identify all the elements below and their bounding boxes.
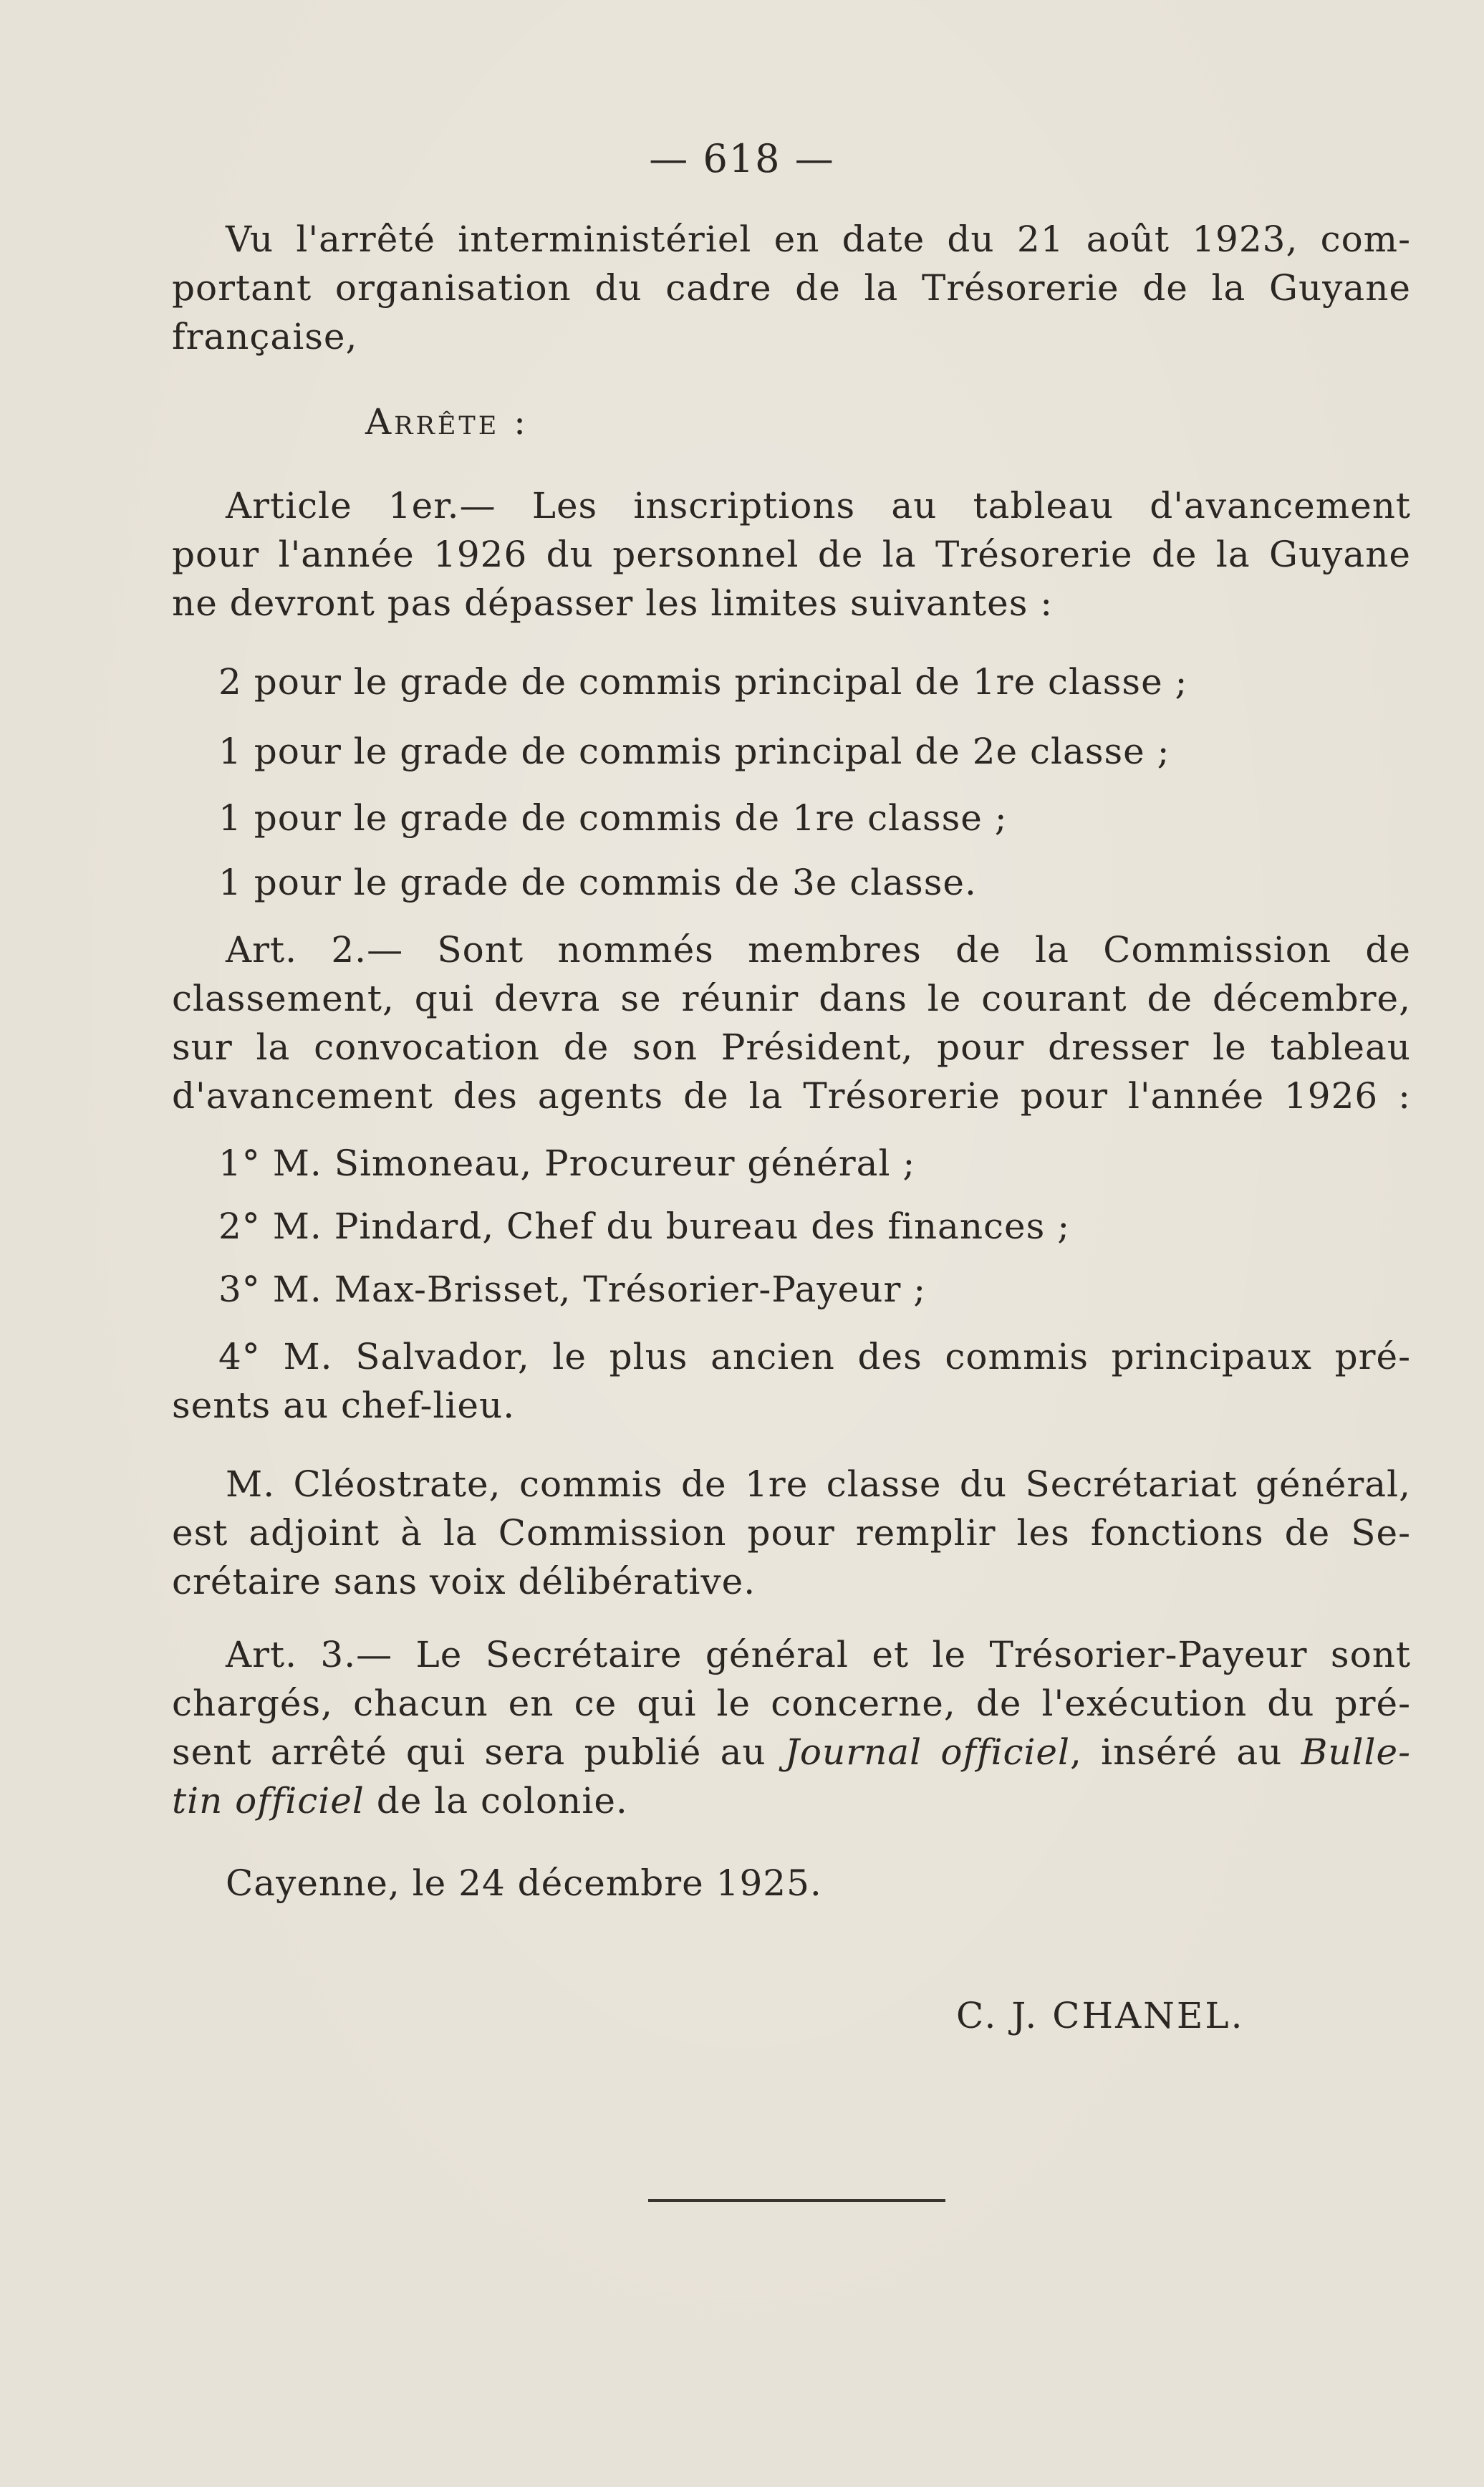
article-3-line-1: Art. 3.— Le Secrétaire général et le Trésorier-Payeur sont: [226, 1634, 1411, 1675]
journal-officiel-title: Journal officiel: [784, 1731, 1071, 1773]
article-3-line-2: chargés, chacun en ce qui le concerne, de l'exécution du pré-: [172, 1683, 1411, 1724]
commission-member: 1° M. Simoneau, Procureur général ;: [218, 1143, 916, 1184]
article-3-text: de la colonie.: [364, 1780, 628, 1822]
intro-line-2: portant organisation du cadre de la Trésorerie de la Guyane: [172, 267, 1411, 309]
dateline: Cayenne, le 24 décembre 1925.: [226, 1862, 822, 1904]
signature: C. J. CHANEL.: [956, 1995, 1245, 2036]
article-1-line-2: pour l'année 1926 du personnel de la Trésorerie de la Guyane: [172, 534, 1411, 575]
cleostrate-line-3: crétaire sans voix délibérative.: [172, 1561, 756, 1602]
intro-line-1: Vu l'arrêté interministériel en date du 21 août 1923, com-: [226, 218, 1411, 260]
article-3-line-4: [172, 1776, 1411, 1825]
intro-line-3: française,: [172, 316, 358, 357]
article-1-item: 2 pour le grade de commis principal de 1re classe ;: [218, 661, 1188, 703]
cleostrate-line-2: est adjoint à la Commission pour remplir les fonctions de Se-: [172, 1512, 1411, 1554]
article-1-item: 1 pour le grade de commis principal de 2e classe ;: [218, 731, 1170, 772]
article-2-line-2: classement, qui devra se réunir dans le courant de décembre,: [172, 978, 1411, 1019]
article-3-line-3: [172, 1728, 1411, 1776]
article-3-text: , inséré au: [1070, 1731, 1301, 1773]
article-1-item: 1 pour le grade de commis de 3e classe.: [218, 862, 977, 903]
article-1-item: 1 pour le grade de commis de 1re classe ;: [218, 797, 1008, 839]
commission-member: 3° M. Max-Brisset, Trésorier-Payeur ;: [218, 1269, 927, 1310]
commission-member-continuation: sents au chef-lieu.: [172, 1385, 516, 1426]
arrete-heading: Arrête :: [365, 401, 529, 443]
end-rule: [648, 2199, 945, 2202]
article-2-line-3: sur la convocation de son Président, pour dresser le tableau: [172, 1026, 1411, 1068]
bulletin-officiel-title-cont: tin officiel: [172, 1780, 365, 1822]
cleostrate-line-1: M. Cléostrate, commis de 1re classe du Secrétariat général,: [226, 1463, 1411, 1505]
article-3-text: sent arrêté qui sera publié au: [172, 1731, 785, 1773]
article-1-line-1: Article 1er.— Les inscriptions au tableau d'avancement: [226, 485, 1411, 526]
page-number: — 618 —: [649, 136, 835, 181]
article-2-line-4: d'avancement des agents de la Trésorerie pour l'année 1926 :: [172, 1075, 1411, 1117]
commission-member: 4° M. Salvador, le plus ancien des commis principaux pré-: [218, 1336, 1411, 1377]
article-1-line-3: ne devront pas dépasser les limites suivantes :: [172, 582, 1054, 624]
commission-member: 2° M. Pindard, Chef du bureau des finances ;: [218, 1206, 1071, 1247]
article-2-line-1: Art. 2.— Sont nommés membres de la Commission de: [226, 929, 1411, 971]
bulletin-officiel-title: Bulle-: [1301, 1731, 1412, 1773]
